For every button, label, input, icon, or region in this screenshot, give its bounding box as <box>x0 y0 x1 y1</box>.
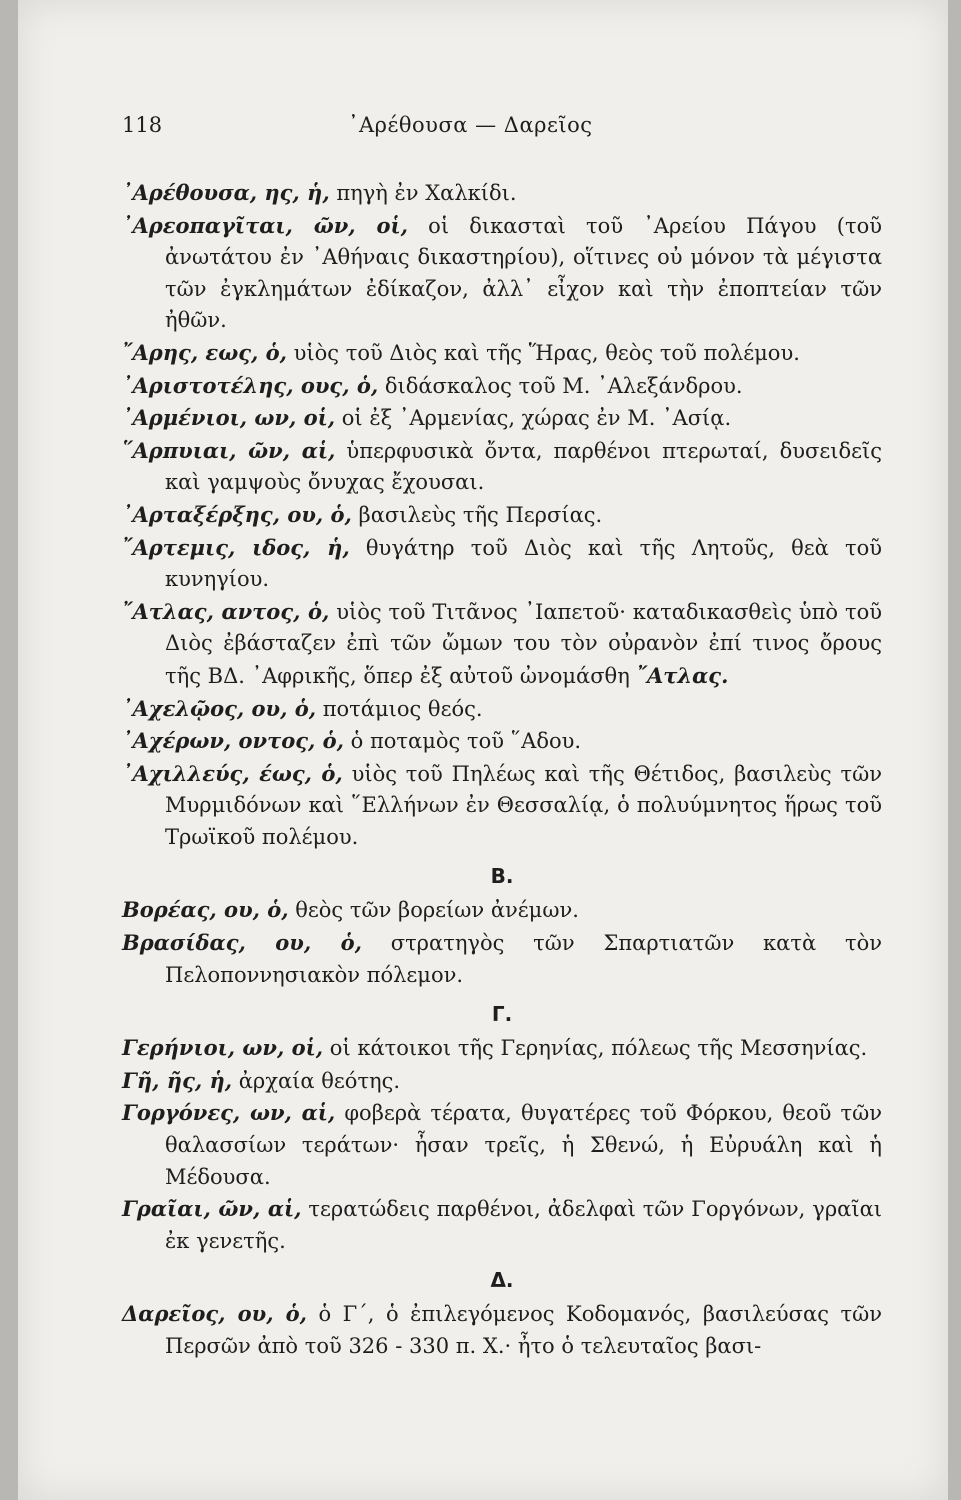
entry <box>122 758 882 854</box>
page-content <box>122 113 882 1363</box>
entry <box>122 1097 882 1193</box>
entry <box>122 370 882 403</box>
entry-tail-lemma: ῎Ατλας. <box>636 662 729 688</box>
entry-text: ὁ ποταμὸς τοῦ ῞Αδου. <box>350 729 582 754</box>
entry-text: στρατηγὸς τῶν Σπαρτιατῶν κατὰ τὸν Πελοποννησιακὸν πόλεμον. <box>165 931 882 987</box>
entry-text: ὁ Γ΄, ὁ ἐπιλεγόμενος Κοδομανός, βασιλεύσας τῶν Περσῶν ἀπὸ τοῦ 326 - 330 π. Χ.· ἦτο ὁ τελευταῖος βασι- <box>165 1302 882 1358</box>
entry-lemma: ῞Αρπυιαι, ῶν, αἱ, <box>122 437 336 463</box>
entry-lemma: ᾿Αρεοπαγῖται, ῶν, οἱ, <box>122 212 408 238</box>
entry-lemma: ᾿Αρέθουσα, ης, ἡ, <box>122 180 330 205</box>
entry-lemma: Βρασίδας, ου, ὁ, <box>122 930 362 956</box>
entry <box>122 435 882 499</box>
entry-text: βασιλεὺς τῆς Περσίας. <box>358 502 603 527</box>
entry-lemma: ῎Αρτεμις, ιδος, ἡ, <box>122 534 350 560</box>
entry-lemma: ᾿Αχιλλεύς, έως, ὁ, <box>122 760 343 786</box>
entry-text: υἱὸς τοῦ Διὸς καὶ τῆς Ἥρας, θεὸς τοῦ πολέμου. <box>293 340 800 365</box>
entry-lemma: ᾿Αριστοτέλης, ους, ὁ, <box>122 372 379 398</box>
entry-text: υἱὸς τοῦ Τιτᾶνος ᾿Ιαπετοῦ· καταδικασθεὶς ὑπὸ τοῦ Διὸς ἐβάσταζεν ἐπὶ τῶν ὤμων του τὸν οὐρανὸν ἐπί τινος ὄρους τῆς ΒΔ. ᾿Αφρικῆς, ὅπερ ἐξ αὐτοῦ ὠνομάσθη <box>165 599 882 688</box>
entry <box>122 927 882 991</box>
entry-text: οἱ δικασταὶ τοῦ ᾿Αρείου Πάγου (τοῦ ἀνωτάτου ἐν ᾿Αθήναις δικαστηρίου), οἵτινες οὐ μόνον τὰ μέγιστα τῶν ἐγκλημάτων ἐδίκαζον, ἀλλ᾿ εἶχον καὶ τὴν ἐποπτείαν τῶν ἠθῶν. <box>165 213 882 333</box>
entry-lemma: ῎Ατλας, αντος, ὁ, <box>122 598 330 624</box>
entry <box>122 1065 882 1098</box>
entry-lemma: Βορέας, ου, ὁ, <box>122 897 289 923</box>
entry <box>122 177 882 210</box>
entry-text: φοβερὰ τέρατα, θυγατέρες τοῦ Φόρκου, θεοῦ τῶν θαλασσίων τεράτων· ἦσαν τρεῖς, ἡ Σθενώ, ἡ Εὐρυάλη καὶ ἡ Μέδουσα. <box>165 1101 882 1189</box>
page-number: 118 <box>122 113 163 137</box>
entry-text: ὑπερφυσικὰ ὄντα, παρθένοι πτερωταί, δυσειδεῖς καὶ γαμψοὺς ὄνυχας ἔχουσαι. <box>165 438 882 495</box>
entry-lemma: Γραῖαι, ῶν, αἱ, <box>122 1196 302 1222</box>
page-header <box>122 113 882 145</box>
entry-text: θυγάτηρ τοῦ Διὸς καὶ τῆς Λητοῦς, θεὰ τοῦ κυνηγίου. <box>165 535 882 592</box>
entry-text: υἱὸς τοῦ Πηλέως καὶ τῆς Θέτιδος, βασιλεὺς τῶν Μυρμιδόνων καὶ ῞Ελλήνων ἐν Θεσσαλίᾳ, ὁ πολυύμνητος ἥρως τοῦ Τρωϊκοῦ πολέμου. <box>165 761 882 849</box>
entry-lemma: ᾿Αρταξέρξης, ου, ὁ, <box>122 501 352 527</box>
entry <box>122 532 882 596</box>
entry-text: τερατώδεις παρθένοι, ἀδελφαὶ τῶν Γοργόνων, γραῖαι ἐκ γενετῆς. <box>165 1197 882 1253</box>
entry <box>122 693 882 726</box>
entry-lemma: Δαρεῖος, ου, ὁ, <box>122 1301 307 1327</box>
running-title: ᾿Αρέθουσα — Δαρεῖος <box>348 113 593 137</box>
entry-lemma: Γερήνιοι, ων, οἱ, <box>122 1035 324 1061</box>
entry <box>122 725 882 758</box>
entry-text: διδάσκαλος τοῦ Μ. ᾿Αλεξάνδρου. <box>384 373 743 398</box>
entry-lemma: Γοργόνες, ων, αἱ, <box>122 1100 336 1126</box>
entry-text: ἀρχαία θεότης. <box>238 1068 401 1093</box>
entry-lemma: ῎Αρης, εως, ὁ, <box>122 339 287 365</box>
entry <box>122 1298 882 1362</box>
entry <box>122 499 882 532</box>
entry <box>122 596 882 693</box>
section-heading-d: Δ. <box>490 1268 514 1293</box>
entry-text: θεὸς τῶν βορείων ἀνέμων. <box>295 898 579 923</box>
entry <box>122 337 882 370</box>
entry <box>122 1032 882 1065</box>
entry-text: ποτάμιος θεός. <box>322 696 483 721</box>
entry-lemma: Γῆ, ῆς, ἡ, <box>122 1067 233 1093</box>
entry-lemma: ᾿Αχέρων, οντος, ὁ, <box>122 728 344 754</box>
entry-lemma: ᾿Αρμένιοι, ων, οἱ, <box>122 405 336 431</box>
section-heading-g: Γ. <box>491 1002 513 1027</box>
entry-text: πηγὴ ἐν Χαλκίδι. <box>336 181 517 205</box>
entry-lemma: ᾿Αχελῷος, ου, ὁ, <box>122 695 317 721</box>
book-page <box>18 0 948 1500</box>
entry-text: οἱ ἐξ ᾿Αρμενίας, χώρας ἐν Μ. ᾿Ασίᾳ. <box>341 406 732 431</box>
entry <box>122 210 882 337</box>
entry <box>122 1193 882 1257</box>
entry <box>122 402 882 435</box>
section-heading-b: Β. <box>490 864 514 889</box>
entry <box>122 894 882 927</box>
entry-text: οἱ κάτοικοι τῆς Γερηνίας, πόλεως τῆς Μεσσηνίας. <box>329 1036 868 1061</box>
